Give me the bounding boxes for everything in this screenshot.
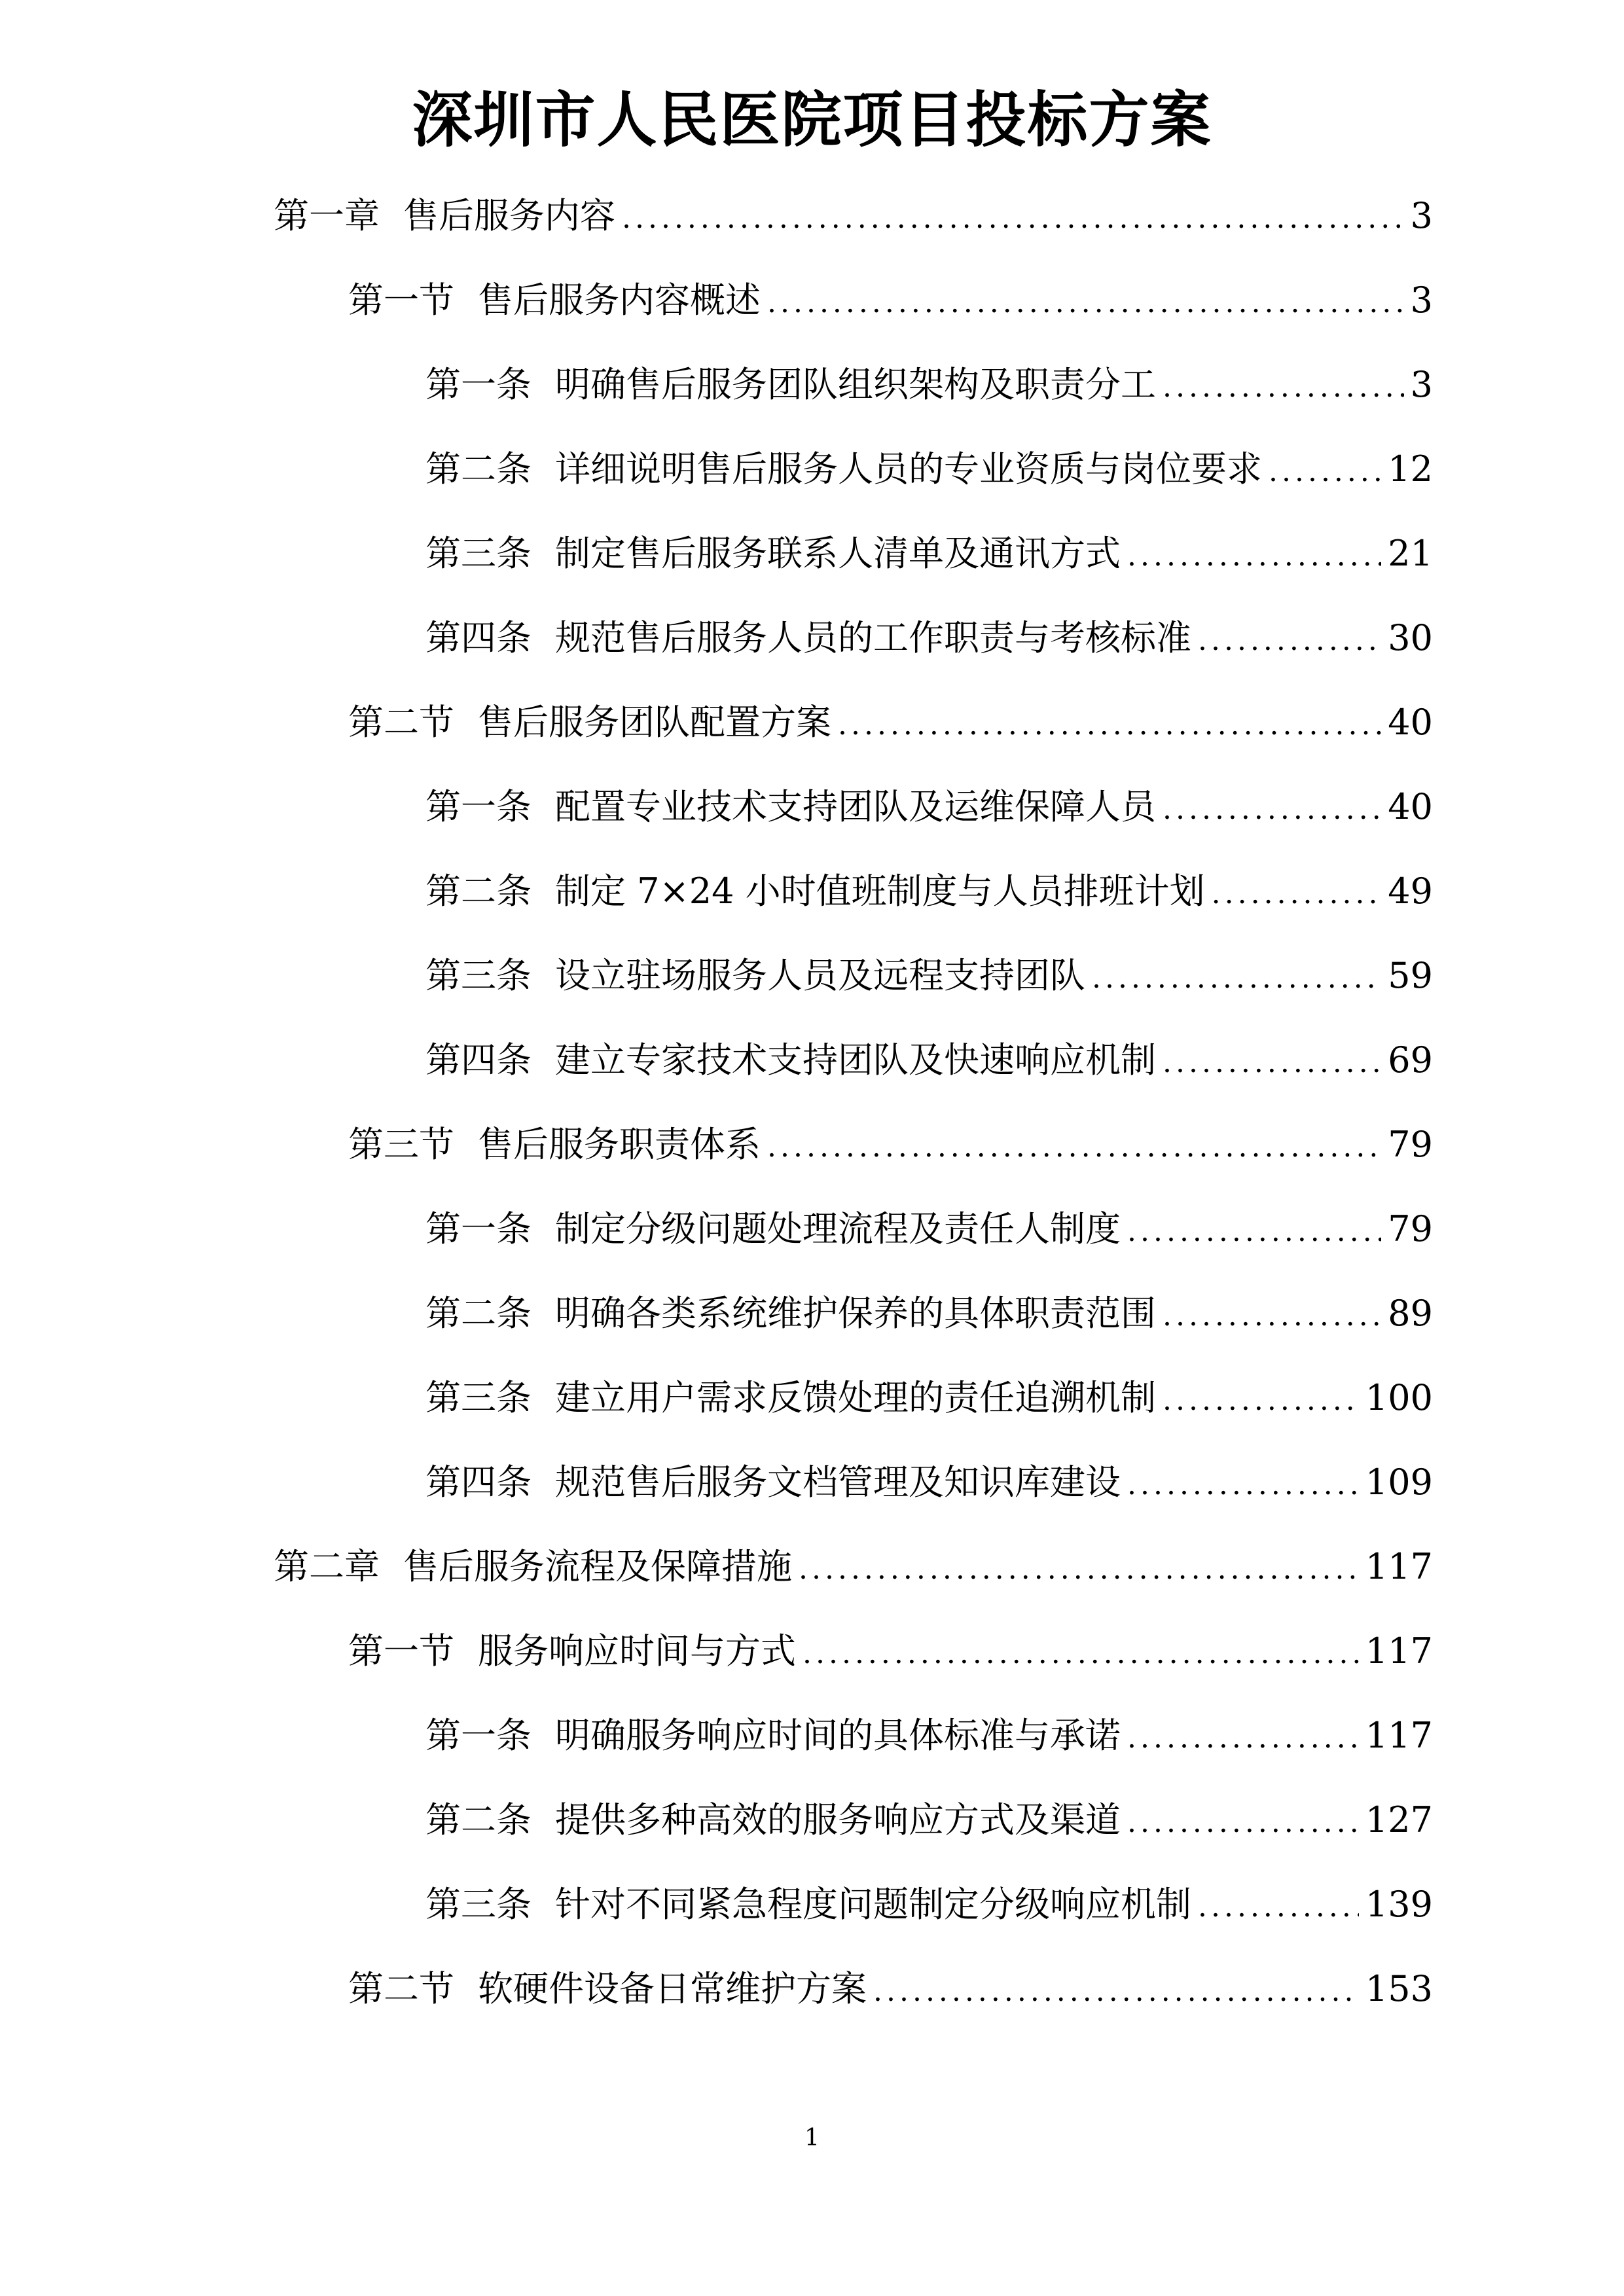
toc-entry-page: 12 xyxy=(1388,448,1433,490)
dot-leader xyxy=(873,1965,1359,2018)
toc-entry-page: 3 xyxy=(1410,279,1433,321)
toc-entry-section-2-1[interactable] xyxy=(348,1625,1433,1677)
toc-entry-number: 第一节 xyxy=(348,1630,454,1672)
toc-entry-number: 第二条 xyxy=(425,870,532,912)
toc-entry-title: 配置专业技术支持团队及运维保障人员 xyxy=(555,786,1156,827)
toc-entry-title: 设立驻场服务人员及远程支持团队 xyxy=(555,955,1085,996)
toc-entry-number: 第四条 xyxy=(425,1039,532,1081)
toc-entry-number: 第一节 xyxy=(348,279,454,321)
toc-entry-article-2-1-1[interactable] xyxy=(425,1710,1433,1762)
toc-entry-article-1-1-4[interactable] xyxy=(425,612,1433,664)
toc-entry-article-1-2-2[interactable] xyxy=(425,865,1433,918)
toc-entry-title: 售后服务内容概述 xyxy=(478,279,761,321)
toc-entry-article-1-2-4[interactable] xyxy=(425,1034,1433,1086)
toc-entry-page: 109 xyxy=(1365,1462,1433,1503)
dot-leader xyxy=(799,1543,1359,1596)
toc-entry-number: 第一条 xyxy=(425,1208,532,1249)
toc-entry-chapter-2[interactable] xyxy=(274,1541,1433,1593)
toc-entry-page: 89 xyxy=(1388,1293,1433,1334)
toc-entry-page: 59 xyxy=(1388,955,1433,996)
dot-leader xyxy=(1163,783,1381,836)
toc-entry-title: 制定 7×24 小时值班制度与人员排班计划 xyxy=(555,870,1205,912)
toc-entry-section-2-2[interactable] xyxy=(348,1963,1433,2015)
toc-entry-page: 40 xyxy=(1388,702,1433,743)
toc-entry-title: 明确售后服务团队组织架构及职责分工 xyxy=(555,364,1156,405)
toc-entry-page: 100 xyxy=(1365,1377,1433,1418)
dot-leader xyxy=(1163,1037,1381,1089)
toc-entry-title: 售后服务内容 xyxy=(403,195,615,236)
dot-leader xyxy=(1163,361,1404,414)
toc-entry-number: 第三条 xyxy=(425,1377,532,1418)
dot-leader xyxy=(1163,1290,1381,1342)
toc-entry-page: 153 xyxy=(1365,1968,1433,2009)
toc-entry-number: 第一章 xyxy=(274,195,380,236)
toc-entry-title: 售后服务团队配置方案 xyxy=(478,702,831,743)
toc-entry-page: 79 xyxy=(1388,1208,1433,1249)
toc-entry-article-1-3-2[interactable] xyxy=(425,1287,1433,1340)
toc-entry-title: 明确各类系统维护保养的具体职责范围 xyxy=(555,1293,1156,1334)
toc-entry-page: 3 xyxy=(1410,195,1433,236)
dot-leader xyxy=(1269,446,1381,498)
toc-entry-number: 第一条 xyxy=(425,1715,532,1756)
toc-entry-number: 第二条 xyxy=(425,1293,532,1334)
toc-entry-page: 30 xyxy=(1388,617,1433,658)
toc-entry-number: 第四条 xyxy=(425,617,532,658)
toc-entry-article-1-2-1[interactable] xyxy=(425,781,1433,833)
toc-entry-page: 117 xyxy=(1365,1715,1433,1756)
toc-entry-page: 21 xyxy=(1388,533,1433,574)
toc-entry-page: 117 xyxy=(1365,1546,1433,1587)
toc-entry-number: 第二节 xyxy=(348,702,454,743)
toc-entry-number: 第二节 xyxy=(348,1968,454,2009)
toc-entry-article-2-1-3[interactable] xyxy=(425,1878,1433,1931)
dot-leader xyxy=(1198,1881,1359,1933)
toc-entry-page: 3 xyxy=(1410,364,1433,405)
toc-entry-title: 制定售后服务联系人清单及通讯方式 xyxy=(555,533,1121,574)
toc-entry-page: 127 xyxy=(1365,1799,1433,1840)
toc-entry-number: 第一条 xyxy=(425,364,532,405)
page-number: 1 xyxy=(804,2125,820,2151)
toc-entry-number: 第三节 xyxy=(348,1124,454,1165)
toc-entry-number: 第四条 xyxy=(425,1462,532,1503)
dot-leader xyxy=(803,1628,1359,1680)
toc-entry-title: 服务响应时间与方式 xyxy=(478,1630,796,1672)
dot-leader xyxy=(1127,1797,1359,1849)
toc-entry-page: 40 xyxy=(1388,786,1433,827)
dot-leader xyxy=(1198,615,1381,667)
toc-entry-article-1-1-1[interactable] xyxy=(425,359,1433,411)
toc-entry-title: 制定分级问题处理流程及责任人制度 xyxy=(555,1208,1121,1249)
toc-entry-article-1-1-2[interactable] xyxy=(425,443,1433,495)
toc-entry-chapter-1[interactable] xyxy=(274,190,1433,242)
toc-entry-title: 针对不同紧急程度问题制定分级响应机制 xyxy=(555,1884,1191,1925)
toc-entry-page: 69 xyxy=(1388,1039,1433,1081)
toc-entry-section-1-1[interactable] xyxy=(348,274,1433,327)
dot-leader xyxy=(767,277,1404,329)
toc-entry-number: 第二条 xyxy=(425,1799,532,1840)
dot-leader xyxy=(1092,952,1381,1005)
toc-entry-number: 第三条 xyxy=(425,533,532,574)
dot-leader xyxy=(1163,1374,1359,1427)
toc-entry-title: 建立专家技术支持团队及快速响应机制 xyxy=(555,1039,1156,1081)
toc-entry-article-2-1-2[interactable] xyxy=(425,1794,1433,1846)
dot-leader xyxy=(1127,1712,1359,1765)
dot-leader xyxy=(622,192,1404,245)
toc-entry-title: 规范售后服务文档管理及知识库建设 xyxy=(555,1462,1121,1503)
page-title: 深圳市人民医院项目投标方案 xyxy=(412,84,1212,155)
toc-entry-number: 第二条 xyxy=(425,448,532,490)
toc-entry-article-1-3-3[interactable] xyxy=(425,1372,1433,1424)
dot-leader xyxy=(838,699,1381,751)
toc-entry-page: 79 xyxy=(1388,1124,1433,1165)
toc-entry-number: 第一条 xyxy=(425,786,532,827)
toc-entry-title: 明确服务响应时间的具体标准与承诺 xyxy=(555,1715,1121,1756)
toc-entry-title: 软硬件设备日常维护方案 xyxy=(478,1968,867,2009)
toc-entry-page: 139 xyxy=(1365,1884,1433,1925)
toc-entry-title: 售后服务职责体系 xyxy=(478,1124,761,1165)
dot-leader xyxy=(1127,1206,1381,1258)
toc-entry-section-1-2[interactable] xyxy=(348,696,1433,749)
toc-entry-number: 第三条 xyxy=(425,1884,532,1925)
toc-entry-title: 提供多种高效的服务响应方式及渠道 xyxy=(555,1799,1121,1840)
dot-leader xyxy=(1127,1459,1359,1511)
toc-entry-page: 117 xyxy=(1365,1630,1433,1672)
dot-leader xyxy=(1127,530,1381,583)
toc-entry-title: 建立用户需求反馈处理的责任追溯机制 xyxy=(555,1377,1156,1418)
dot-leader xyxy=(1212,868,1382,920)
toc-entry-article-1-1-3[interactable] xyxy=(425,528,1433,580)
toc-entry-title: 规范售后服务人员的工作职责与考核标准 xyxy=(555,617,1191,658)
toc-entry-page: 49 xyxy=(1388,870,1433,912)
toc-entry-section-1-3[interactable] xyxy=(348,1119,1433,1171)
toc-entry-number: 第二章 xyxy=(274,1546,380,1587)
toc-entry-article-1-3-1[interactable] xyxy=(425,1203,1433,1255)
toc-entry-article-1-2-3[interactable] xyxy=(425,950,1433,1002)
toc-entry-title: 售后服务流程及保障措施 xyxy=(403,1546,792,1587)
dot-leader xyxy=(767,1121,1381,1174)
toc-entry-number: 第三条 xyxy=(425,955,532,996)
toc-entry-title: 详细说明售后服务人员的专业资质与岗位要求 xyxy=(555,448,1262,490)
toc-entry-article-1-3-4[interactable] xyxy=(425,1456,1433,1509)
